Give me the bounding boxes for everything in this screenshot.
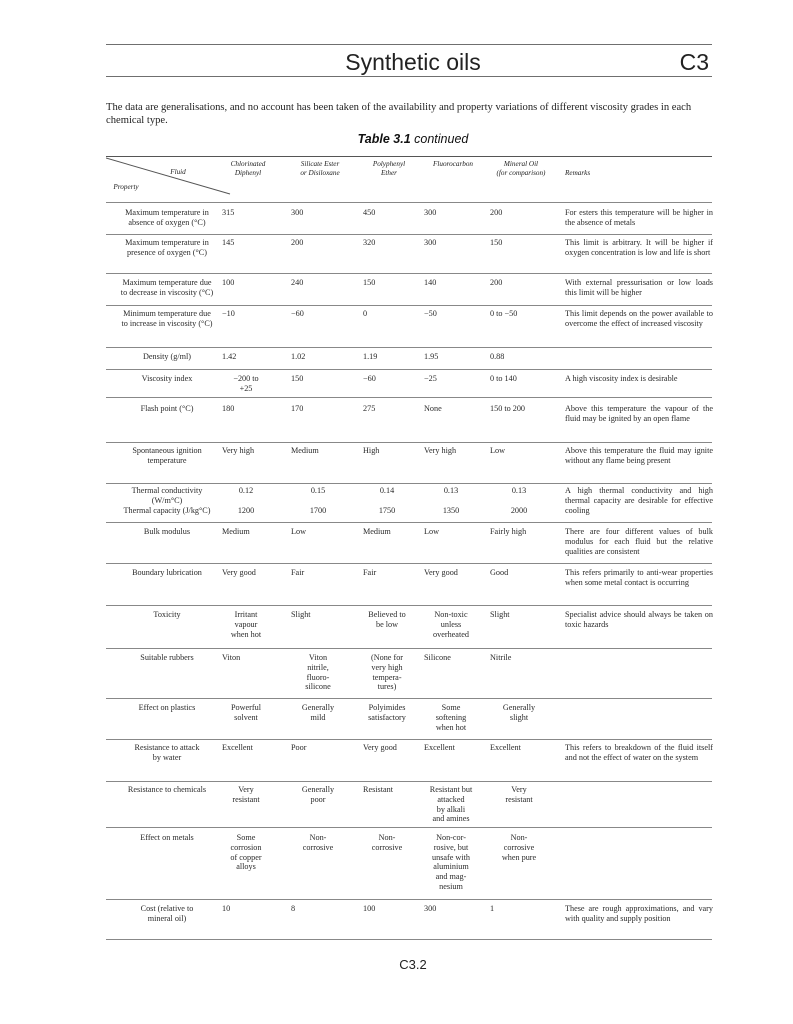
row-remark: For esters this temperature will be higher in the absence of metals: [565, 208, 713, 227]
table-cell: Fair: [291, 568, 305, 577]
table-cell: 150: [363, 278, 376, 287]
table-cell: 0 to 140: [490, 374, 517, 383]
table-cell: Good: [490, 568, 509, 577]
table-cell: Slight: [490, 610, 510, 619]
table-cell: Generally slight: [502, 703, 536, 722]
row-property-label: Maximum temperature due to decrease in viscosity (°C): [120, 278, 214, 297]
row-rule: [106, 827, 712, 828]
column-header: Remarks: [565, 169, 591, 177]
row-remark: With external pressurisation or low loads this limit will be higher: [565, 278, 713, 297]
table-cell: −60: [291, 309, 304, 318]
table-cell: −25: [424, 374, 437, 383]
page-number: C3.2: [399, 957, 427, 972]
column-header: Silicate Ester or Disiloxane: [300, 160, 340, 177]
row-remark: These are rough approximations, and vary with quality and supply position: [565, 904, 713, 923]
table-cell: Low: [291, 527, 307, 536]
row-property-label: Spontaneous ignition temperature: [132, 446, 202, 465]
table-cell: Viton: [222, 653, 241, 662]
table-cell: 0: [363, 309, 368, 318]
table-cell: 150: [291, 374, 304, 383]
row-rule: [106, 648, 712, 649]
row-property-label: Thermal conductivity (W/m°C) Thermal capacity (J/kg°C): [123, 486, 211, 515]
table-cell: 0.13 1350: [442, 486, 460, 515]
table-cell: Fair: [363, 568, 377, 577]
table-cell: 150 to 200: [490, 404, 526, 413]
row-remark: This limit depends on the power available to overcome the effect of increased viscosity: [565, 309, 713, 328]
table-cell: Very good: [424, 568, 458, 577]
table-cell: 0.88: [490, 352, 505, 361]
table-cell: Medium: [222, 527, 250, 536]
table-cell: 150: [490, 238, 503, 247]
table-cell: Very high: [222, 446, 255, 455]
row-rule: [106, 483, 712, 484]
corner-diagonal: [106, 156, 232, 200]
row-rule: [106, 698, 712, 699]
page-title: Synthetic oils: [345, 49, 481, 75]
table-cell: 100: [363, 904, 376, 913]
table-cell: Some corrosion of copper alloys: [230, 833, 262, 872]
table-cell: Very good: [222, 568, 256, 577]
row-property-label: Bulk modulus: [143, 527, 191, 536]
table-cell: Very resistant: [505, 785, 533, 804]
table-cell: 320: [363, 238, 376, 247]
table-cell: Non- corrosive when pure: [501, 833, 537, 862]
table-cell: Silicone: [424, 653, 451, 662]
table-cell: 300: [424, 904, 437, 913]
table-caption-label: Table 3.1: [357, 132, 411, 146]
table-cell: 200: [291, 238, 304, 247]
table-cell: 170: [291, 404, 304, 413]
table-cell: 240: [291, 278, 304, 287]
table-cell: Resistant but attacked by alkali and amines: [429, 785, 473, 824]
header-rule-bottom: [106, 76, 712, 77]
column-header: Chlorinated Diphenyl: [230, 160, 266, 177]
table-cell: Some softening when hot: [435, 703, 467, 732]
table-cell: (None for very high tempera- tures): [370, 653, 404, 692]
section-code: C3: [679, 49, 709, 75]
row-remark: A high viscosity index is desirable: [565, 374, 678, 383]
row-rule: [106, 234, 712, 235]
row-rule: [106, 563, 712, 564]
table-cell: Powerful solvent: [230, 703, 261, 722]
table-cell: 1.95: [424, 352, 439, 361]
row-property-label: Cost (relative to mineral oil): [140, 904, 194, 923]
row-property-label: Resistance to chemicals: [127, 785, 207, 794]
table-cell: None: [424, 404, 442, 413]
table-cell: 450: [363, 208, 376, 217]
row-rule: [106, 605, 712, 606]
table-cell: 0 to −50: [490, 309, 518, 318]
table-cell: Very resistant: [232, 785, 260, 804]
row-property-label: Maximum temperature in presence of oxygen (°C): [125, 238, 209, 257]
row-property-label: Toxicity: [153, 610, 181, 619]
intro-paragraph: The data are generalisations, and no account has been taken of the availability and property variations of different viscosity grades in each chemical type.: [106, 102, 692, 126]
table-cell: 200: [490, 208, 503, 217]
table-cell: Believed to be low: [368, 610, 406, 629]
column-header: Mineral Oil (for comparison): [496, 160, 546, 177]
row-remark: Specialist advice should always be taken on toxic hazards: [565, 610, 713, 629]
table-cell: 8: [291, 904, 296, 913]
table-cell: 200: [490, 278, 503, 287]
table-cell: Resistant: [363, 785, 394, 794]
row-rule: [106, 347, 712, 348]
table-cell: 315: [222, 208, 235, 217]
table-cell: 145: [222, 238, 235, 247]
row-rule: [106, 397, 712, 398]
row-rule: [106, 273, 712, 274]
table-cell: Very good: [363, 743, 397, 752]
row-rule: [106, 781, 712, 782]
table-cell: 0.14 1750: [378, 486, 396, 515]
table-cell: 275: [363, 404, 376, 413]
row-rule: [106, 442, 712, 443]
table-cell: Nitrile: [490, 653, 512, 662]
row-remark: A high thermal conductivity and high thermal capacity are desirable for effective cooling: [565, 486, 713, 515]
row-property-label: Effect on metals: [140, 833, 194, 842]
table-cell: Polyimides satisfactory: [368, 703, 406, 722]
table-cell: Poor: [291, 743, 307, 752]
table-cell: −50: [424, 309, 437, 318]
table-cell: −200 to +25: [233, 374, 259, 393]
column-header: Fluorocarbon: [432, 160, 474, 168]
table-cell: Very high: [424, 446, 457, 455]
row-property-label: Boundary lubrication: [132, 568, 202, 577]
table-cell: 300: [424, 238, 437, 247]
table-cell: 10: [222, 904, 231, 913]
table-cell: 1: [490, 904, 495, 913]
column-header: Polyphenyl Ether: [372, 160, 406, 177]
table-cell: 0.12 1200: [237, 486, 255, 515]
table-cell: Viton nitrile, fluoro- silicone: [305, 653, 331, 692]
table-cell: Slight: [291, 610, 311, 619]
row-rule: [106, 202, 712, 203]
table-cell: Excellent: [424, 743, 455, 752]
table-cell: Generally mild: [301, 703, 335, 722]
row-property-label: Effect on plastics: [138, 703, 196, 712]
table-cell: −10: [222, 309, 235, 318]
row-property-label: Density (g/ml): [143, 352, 191, 361]
row-property-label: Suitable rubbers: [140, 653, 194, 662]
table-cell: Irritant vapour when hot: [230, 610, 262, 639]
row-remark: This limit is arbitrary. It will be higher if oxygen concentration is low and life is short: [565, 238, 713, 257]
row-property-label: Flash point (°C): [140, 404, 194, 413]
table-cell: Non- corrosive: [371, 833, 403, 852]
table-cell: −60: [363, 374, 376, 383]
header-rule-top: [106, 44, 712, 45]
row-property-label: Resistance to attack by water: [134, 743, 200, 762]
row-rule: [106, 739, 712, 740]
row-remark: Above this temperature the vapour of the fluid may be ignited by an open flame: [565, 404, 713, 423]
table-cell: 0.13 2000: [510, 486, 528, 515]
table-cell: Medium: [291, 446, 319, 455]
row-remark: This refers to breakdown of the fluid itself and not the effect of water on the system: [565, 743, 713, 762]
table-cell: Low: [424, 527, 440, 536]
table-cell: 300: [291, 208, 304, 217]
properties-table: [106, 156, 712, 942]
row-remark: Above this temperature the fluid may ignite without any flame being present: [565, 446, 713, 465]
table-cell: Non-cor- rosive, but unsafe with aluminium and mag- nesium: [432, 833, 470, 891]
table-cell: Fairly high: [490, 527, 527, 536]
table-cell: High: [363, 446, 380, 455]
table-cell: 1.42: [222, 352, 237, 361]
table-cell: 300: [424, 208, 437, 217]
corner-fluid-label: Fluid: [170, 168, 186, 176]
table-caption-suffix: continued: [414, 132, 469, 146]
table-cell: Low: [490, 446, 506, 455]
table-cell: Excellent: [490, 743, 521, 752]
row-remark: There are four different values of bulk modulus for each fluid but the relative qualities are consistent: [565, 527, 713, 556]
row-remark: This refers primarily to anti-wear properties when some metal contact is occurring: [565, 568, 713, 587]
table-cell: 180: [222, 404, 235, 413]
table-cell: Excellent: [222, 743, 253, 752]
table-cell: Non-toxic unless overheated: [433, 610, 469, 639]
row-property-label: Minimum temperature due to increase in viscosity (°C): [121, 309, 213, 328]
row-rule: [106, 369, 712, 370]
corner-property-label: Property: [113, 183, 139, 191]
table-cell: Generally poor: [301, 785, 335, 804]
row-rule: [106, 939, 712, 940]
table-caption: [0, 132, 793, 146]
table-cell: 0.15 1700: [309, 486, 327, 515]
table-cell: 100: [222, 278, 235, 287]
table-cell: 140: [424, 278, 437, 287]
row-rule: [106, 522, 712, 523]
table-cell: 1.19: [363, 352, 378, 361]
table-cell: Medium: [363, 527, 391, 536]
table-cell: 1.02: [291, 352, 306, 361]
row-property-label: Viscosity index: [141, 374, 193, 383]
table-cell: Non- corrosive: [302, 833, 334, 852]
row-property-label: Maximum temperature in absence of oxygen (°C): [125, 208, 209, 227]
row-rule: [106, 305, 712, 306]
row-rule: [106, 899, 712, 900]
table-top-rule: [106, 156, 712, 157]
